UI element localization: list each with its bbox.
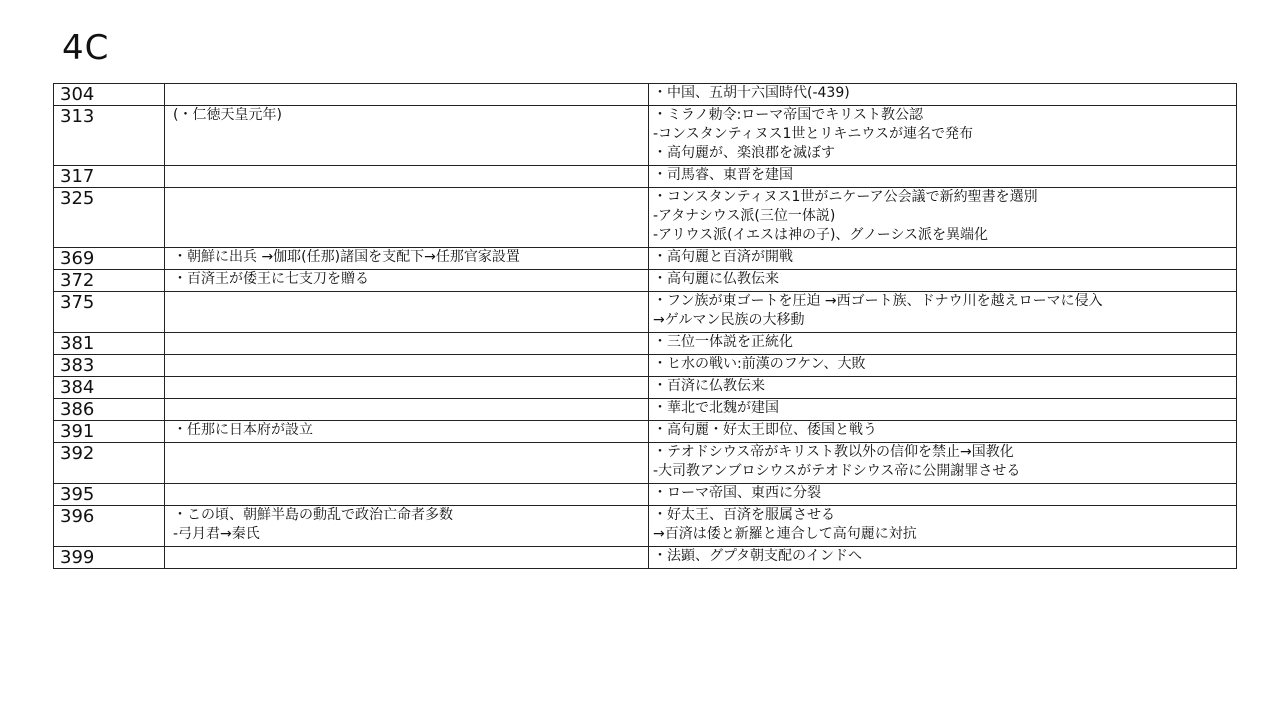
world-event-cell (649, 333, 1237, 355)
japan-event-cell (165, 84, 649, 106)
japan-event-cell (165, 547, 649, 569)
world-event-line: ・コンスタンティヌス1世がニケーア公会議で新約聖書を選別 (653, 189, 1038, 205)
japan-event-cell (165, 292, 649, 333)
table-row (54, 506, 1237, 547)
world-event-cell (649, 484, 1237, 506)
japan-event-cell (165, 106, 649, 166)
japan-event-cell (165, 355, 649, 377)
table-row (54, 84, 1237, 106)
world-event-cell (649, 188, 1237, 248)
table-row (54, 399, 1237, 421)
table-row (54, 292, 1237, 333)
world-event-line: ・中国、五胡十六国時代(-439) (653, 85, 850, 101)
world-event-line: ・司馬睿、東晋を建国 (653, 167, 793, 183)
japan-event-cell (165, 270, 649, 292)
year-cell: 369 (54, 248, 165, 270)
world-event-line: →ゲルマン民族の大移動 (653, 312, 805, 328)
japan-event-cell (165, 166, 649, 188)
world-event-cell (649, 355, 1237, 377)
table-row (54, 106, 1237, 166)
world-event-cell (649, 443, 1237, 484)
world-event-line: -コンスタンティヌス1世とリキニウスが連名で発布 (653, 126, 973, 142)
world-event-cell (649, 248, 1237, 270)
page-title: 4C (62, 28, 110, 68)
japan-event-line: ・任那に日本府が設立 (173, 422, 313, 438)
table-row (54, 421, 1237, 443)
table-row (54, 547, 1237, 569)
year-cell: 392 (54, 443, 165, 484)
japan-event-cell (165, 506, 649, 547)
year-cell: 384 (54, 377, 165, 399)
table-row (54, 484, 1237, 506)
world-event-line: ・ミラノ勅令:ローマ帝国でキリスト教公認 (653, 107, 924, 123)
world-event-line: ・ヒ水の戦い:前漢のフケン、大敗 (653, 356, 866, 372)
world-event-cell (649, 506, 1237, 547)
japan-event-line: ・百済王が倭王に七支刀を贈る (173, 271, 369, 287)
timeline-table (53, 83, 1237, 569)
world-event-cell (649, 547, 1237, 569)
world-event-line: ・ローマ帝国、東西に分裂 (653, 485, 821, 501)
world-event-line: -大司教アンブロシウスがテオドシウス帝に公開謝罪させる (653, 463, 1021, 479)
year-cell: 313 (54, 106, 165, 166)
world-event-cell (649, 106, 1237, 166)
japan-event-cell (165, 443, 649, 484)
year-cell: 383 (54, 355, 165, 377)
japan-event-cell (165, 399, 649, 421)
japan-event-cell (165, 248, 649, 270)
world-event-cell (649, 166, 1237, 188)
japan-event-cell (165, 377, 649, 399)
year-cell: 396 (54, 506, 165, 547)
japan-event-line: ・朝鮮に出兵 →伽耶(任那)諸国を支配下→任那官家設置 (173, 249, 520, 265)
world-event-line: ・法顕、グプタ朝支配のインドへ (653, 548, 863, 564)
table-row (54, 355, 1237, 377)
world-event-line: ・三位一体説を正統化 (653, 334, 793, 350)
year-cell: 304 (54, 84, 165, 106)
table-row (54, 188, 1237, 248)
world-event-line: ・テオドシウス帝がキリスト教以外の信仰を禁止→国教化 (653, 444, 1014, 460)
world-event-cell (649, 292, 1237, 333)
year-cell: 386 (54, 399, 165, 421)
world-event-line: →百済は倭と新羅と連合して高句麗に対抗 (653, 526, 917, 542)
table-row (54, 443, 1237, 484)
world-event-cell (649, 399, 1237, 421)
japan-event-cell (165, 421, 649, 443)
world-event-cell (649, 377, 1237, 399)
japan-event-line: -弓月君→秦氏 (173, 526, 260, 542)
world-event-line: ・フン族が東ゴートを圧迫 →西ゴート族、ドナウ川を越えローマに侵入 (653, 293, 1103, 309)
year-cell: 399 (54, 547, 165, 569)
year-cell: 395 (54, 484, 165, 506)
japan-event-line: (・仁徳天皇元年) (173, 107, 282, 123)
world-event-line: -アリウス派(イエスは神の子)、グノーシス派を異端化 (653, 227, 989, 243)
world-event-line: ・百済に仏教伝来 (653, 378, 765, 394)
table-row (54, 270, 1237, 292)
world-event-line: ・高句麗に仏教伝来 (653, 271, 779, 287)
year-cell: 372 (54, 270, 165, 292)
year-cell: 317 (54, 166, 165, 188)
world-event-cell (649, 270, 1237, 292)
world-event-cell (649, 84, 1237, 106)
japan-event-cell (165, 333, 649, 355)
world-event-line: ・好太王、百済を服属させる (653, 507, 835, 523)
table-row (54, 248, 1237, 270)
world-event-line: ・高句麗が、楽浪郡を滅ぼす (653, 145, 835, 161)
world-event-line: ・高句麗と百済が開戦 (653, 249, 793, 265)
japan-event-line: ・この頃、朝鮮半島の動乱で政治亡命者多数 (173, 507, 453, 523)
japan-event-cell (165, 484, 649, 506)
world-event-line: ・高句麗・好太王即位、倭国と戦う (653, 422, 877, 438)
year-cell: 391 (54, 421, 165, 443)
japan-event-cell (165, 188, 649, 248)
table-row (54, 377, 1237, 399)
year-cell: 325 (54, 188, 165, 248)
table-row (54, 166, 1237, 188)
year-cell: 381 (54, 333, 165, 355)
world-event-line: -アタナシウス派(三位一体説) (653, 208, 836, 224)
table-row (54, 333, 1237, 355)
world-event-cell (649, 421, 1237, 443)
year-cell: 375 (54, 292, 165, 333)
world-event-line: ・華北で北魏が建国 (653, 400, 779, 416)
